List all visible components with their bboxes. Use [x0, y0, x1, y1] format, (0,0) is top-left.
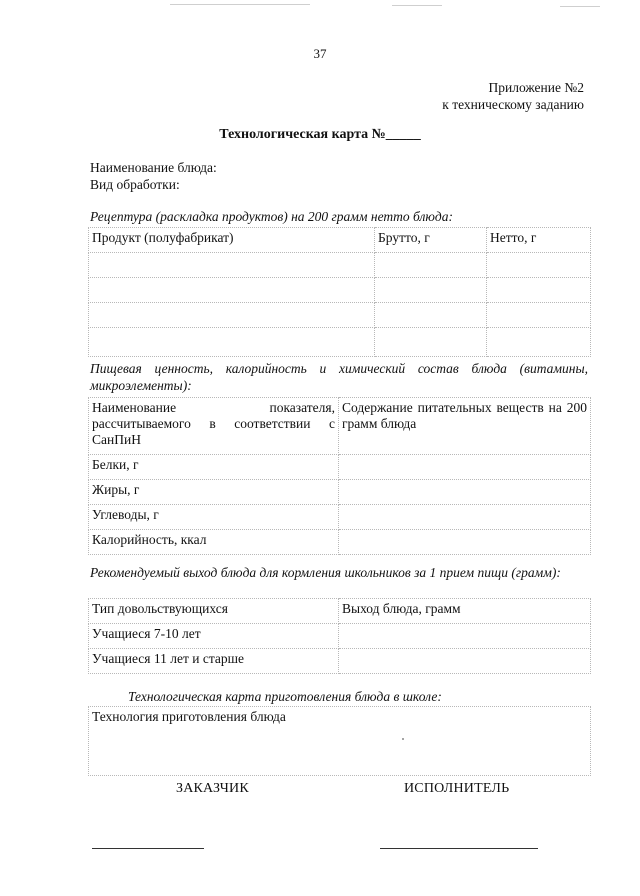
- recipe-heading: Рецептура (раскладка продуктов) на 200 грамм нетто блюда:: [90, 209, 453, 224]
- nutrition-row-fat: Жиры, г: [89, 480, 339, 505]
- table-row: [89, 303, 591, 328]
- processing-type-field: Вид обработки:: [90, 177, 180, 192]
- scan-artifact-line: [392, 5, 442, 6]
- recipe-col-gross: Брутто, г: [375, 228, 487, 253]
- nutrition-row-protein: Белки, г: [89, 455, 339, 480]
- table-cell: [487, 253, 591, 278]
- output-row-age-7-10: Учащиеся 7-10 лет: [89, 624, 339, 649]
- dish-name-field: Наименование блюда:: [90, 160, 217, 175]
- technology-heading: Технологическая карта приготовления блюда в школе:: [128, 689, 442, 704]
- scan-artifact-line: [560, 6, 600, 7]
- nutrition-col-content: Содержание питательных веществ на 200 грамм блюда: [339, 398, 591, 455]
- table-cell: [339, 505, 591, 530]
- table-cell: [487, 278, 591, 303]
- nutrition-col-indicator: Наименование показателя, рассчитываемого в соответствии с СанПиН: [89, 398, 339, 455]
- output-table: [88, 598, 591, 674]
- recipe-col-net: Нетто, г: [487, 228, 591, 253]
- table-row: [89, 253, 591, 278]
- table-row: [89, 599, 591, 624]
- nutrition-row-carbs: Углеводы, г: [89, 505, 339, 530]
- table-row: [89, 649, 591, 674]
- table-row: [89, 707, 591, 776]
- table-cell: [339, 624, 591, 649]
- scan-speck: [402, 738, 404, 740]
- table-cell: [487, 328, 591, 357]
- table-cell: [375, 253, 487, 278]
- document-title: Технологическая карта №_____: [219, 127, 421, 142]
- customer-signature-label: ЗАКАЗЧИК: [176, 781, 249, 796]
- nutrition-heading: Пищевая ценность, калорийность и химический состав блюда (витамины, микроэлементы):: [90, 361, 588, 393]
- contractor-signature-label: ИСПОЛНИТЕЛЬ: [404, 781, 510, 796]
- table-row: [89, 328, 591, 357]
- table-cell: [375, 278, 487, 303]
- appendix-note: [442, 79, 584, 113]
- recipe-col-product: Продукт (полуфабрикат): [89, 228, 375, 253]
- table-row: [89, 228, 591, 253]
- table-cell: [89, 328, 375, 357]
- table-cell: [339, 455, 591, 480]
- table-cell: [89, 253, 375, 278]
- output-heading: Рекомендуемый выход блюда для кормления школьников за 1 прием пищи (грамм):: [90, 565, 561, 580]
- table-row: [89, 455, 591, 480]
- table-cell: [339, 649, 591, 674]
- technology-label: Технология приготовления блюда: [89, 707, 591, 776]
- table-cell: [375, 328, 487, 357]
- output-col-consumer-type: Тип довольствующихся: [89, 599, 339, 624]
- table-row: [89, 480, 591, 505]
- contractor-signature-line: [380, 848, 538, 849]
- table-row: [89, 278, 591, 303]
- table-cell: [89, 303, 375, 328]
- technology-table: [88, 706, 591, 776]
- output-col-yield: Выход блюда, грамм: [339, 599, 591, 624]
- table-cell: [487, 303, 591, 328]
- table-cell: [89, 278, 375, 303]
- nutrition-row-calories: Калорийность, ккал: [89, 530, 339, 555]
- customer-signature-line: [92, 848, 204, 849]
- table-row: [89, 530, 591, 555]
- recipe-table: [88, 227, 591, 357]
- table-row: [89, 624, 591, 649]
- appendix-line-1: Приложение №2: [488, 80, 584, 95]
- nutrition-table: [88, 397, 591, 555]
- table-cell: [375, 303, 487, 328]
- output-row-age-11-plus: Учащиеся 11 лет и старше: [89, 649, 339, 674]
- page-number: 37: [313, 46, 327, 61]
- table-cell: [339, 480, 591, 505]
- appendix-line-2: к техническому заданию: [442, 97, 584, 112]
- table-row: [89, 398, 591, 455]
- table-row: [89, 505, 591, 530]
- table-cell: [339, 530, 591, 555]
- scan-artifact-line: [170, 4, 310, 5]
